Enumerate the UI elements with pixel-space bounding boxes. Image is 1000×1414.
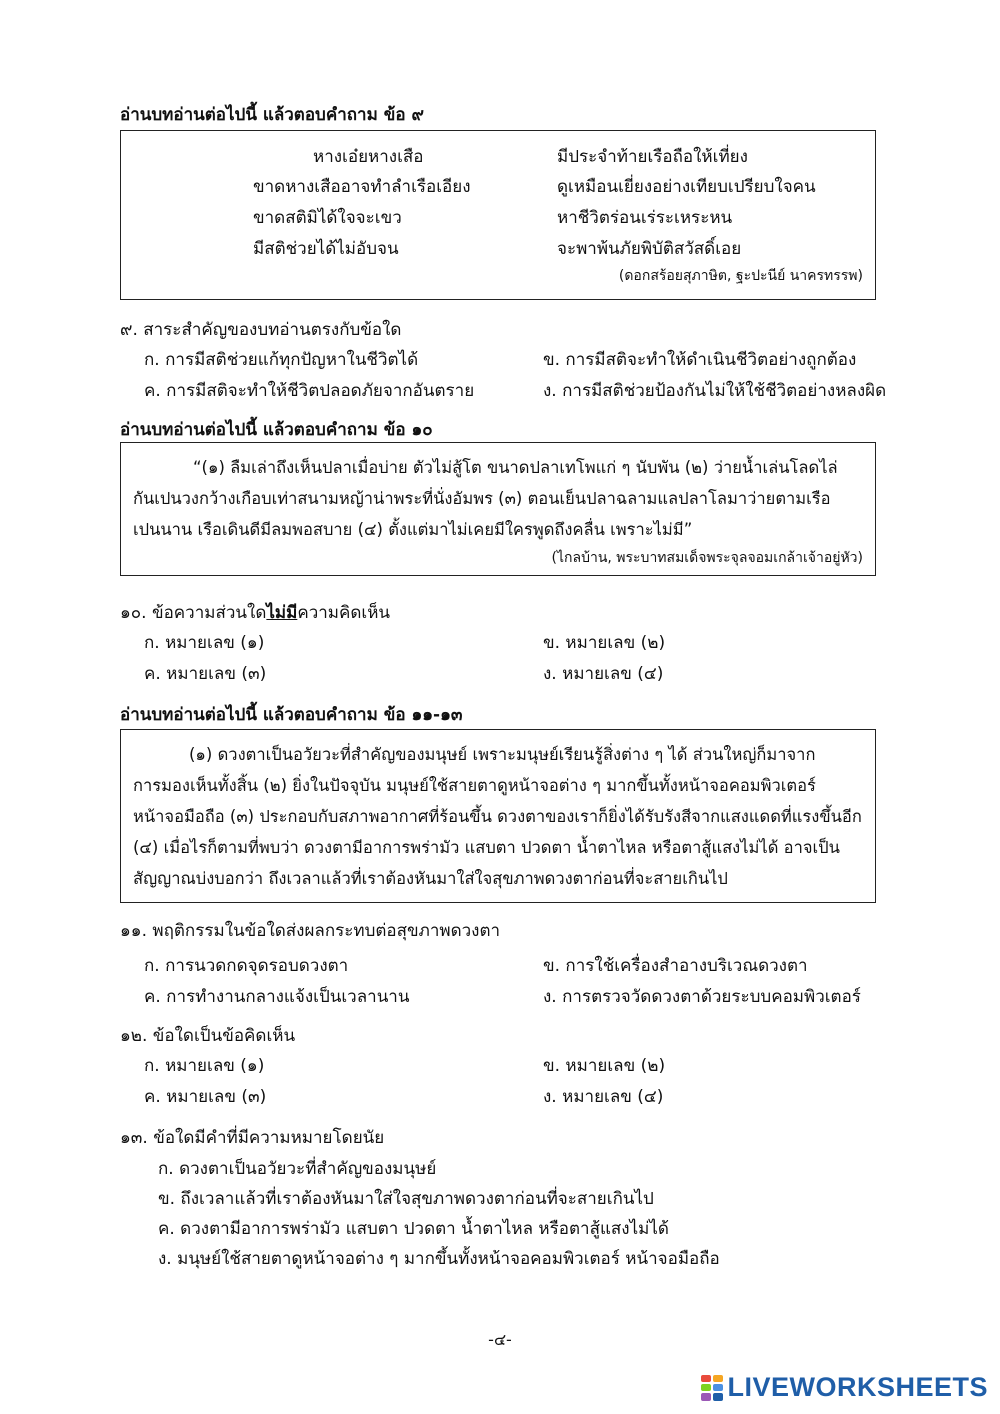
passage-3-line-5: สัญญาณบ่งบอกว่า ถึงเวลาแล้วที่เราต้องหันมาใส่ใจสุขภาพดวงตาก่อนที่จะสายเกินไป (133, 869, 728, 888)
passage-2-source: (ไกลบ้าน, พระบาทสมเด็จพระจุลจอมเกล้าเจ้าอยู่หัว) (551, 550, 863, 566)
question-10-emphasis: ไม่มี (266, 603, 298, 623)
poem-left-line-2: ขาดหางเสืออาจทำลำเรือเอียง (253, 177, 471, 197)
question-10 (120, 599, 390, 626)
poem-left-line-3: ขาดสติมิได้ใจจะเขว (253, 208, 402, 228)
question-13: ๑๓. ข้อใดมีคำที่มีความหมายโดยนัย (120, 1128, 385, 1148)
q13-option-c[interactable]: ค. ดวงตามีอาการพร่ามัว แสบตา ปวดตา น้ำตาไหล หรือตาสู้แสงไม่ได้ (158, 1219, 669, 1239)
passage-3-line-3: หน้าจอมือถือ (๓) ประกอบกับสภาพอากาศที่ร้อนขึ้น ดวงตาของเราก็ยิ่งได้รับรังสีจากแสงแดดที่แรงขึ้นอีก (133, 807, 862, 826)
q9-option-b[interactable]: ข. การมีสติจะทำให้ดำเนินชีวิตอย่างถูกต้อง (543, 350, 857, 370)
q13-option-a[interactable]: ก. ดวงตาเป็นอวัยวะที่สำคัญของมนุษย์ (158, 1159, 437, 1179)
q9-option-d[interactable]: ง. การมีสติช่วยป้องกันไม่ให้ใช้ชีวิตอย่างหลงผิด (543, 381, 887, 401)
q9-option-a[interactable]: ก. การมีสติช่วยแก้ทุกปัญหาในชีวิตได้ (144, 350, 419, 370)
section-heading-q9: อ่านบทอ่านต่อไปนี้ แล้วตอบคำถาม ข้อ ๙ (120, 105, 424, 125)
q10-option-c[interactable]: ค. หมายเลข (๓) (144, 664, 267, 684)
question-12: ๑๒. ข้อใดเป็นข้อคิดเห็น (120, 1026, 296, 1046)
poem-source: (ดอกสร้อยสุภาษิต, ฐะปะนีย์ นาครทรรพ) (618, 268, 863, 284)
liveworksheets-logo-icon (701, 1375, 723, 1401)
poem-left-line-1: หางเอ๋ยหางเสือ (313, 147, 424, 167)
q10-option-b[interactable]: ข. หมายเลข (๒) (543, 633, 666, 653)
page-number: -๔- (488, 1330, 512, 1349)
question-10-prefix: ๑๐. ข้อความส่วนใด (120, 603, 267, 623)
q12-option-d[interactable]: ง. หมายเลข (๔) (543, 1087, 664, 1107)
passage-3-line-2: การมองเห็นทั้งสิ้น (๒) ยิ่งในปัจจุบัน มนุษย์ใช้สายตาดูหน้าจอต่าง ๆ มากขึ้นทั้งหน้าจอคอมพิวเตอร์ (133, 776, 816, 795)
poem-right-line-1: มีประจำท้ายเรือถือให้เที่ยง (557, 147, 748, 167)
poem-right-line-2: ดูเหมือนเยี่ยงอย่างเทียบเปรียบใจคน (557, 177, 816, 197)
passage-2-line-3: เปนนาน เรือเดินดีมีลมพอสบาย (๔) ตั้งแต่มาไม่เคยมีใครพูดถึงคลื่น เพราะไม่มี” (133, 520, 693, 539)
liveworksheets-logo (701, 1372, 988, 1403)
q11-option-d[interactable]: ง. การตรวจวัดดวงตาด้วยระบบคอมพิวเตอร์ (543, 987, 861, 1007)
section-heading-q10: อ่านบทอ่านต่อไปนี้ แล้วตอบคำถาม ข้อ ๑๐ (120, 420, 433, 440)
passage-3-line-1: (๑) ดวงตาเป็นอวัยวะที่สำคัญของมนุษย์ เพราะมนุษย์เรียนรู้สิ่งต่าง ๆ ได้ ส่วนใหญ่ก็มาจาก (189, 745, 816, 764)
poem-right-line-4: จะพาพ้นภัยพิบัติสวัสดิ์เอย (557, 239, 742, 259)
q13-option-b[interactable]: ข. ถึงเวลาแล้วที่เราต้องหันมาใส่ใจสุขภาพดวงตาก่อนที่จะสายเกินไป (158, 1189, 654, 1209)
question-11: ๑๑. พฤติกรรมในข้อใดส่งผลกระทบต่อสุขภาพดวงตา (120, 921, 501, 941)
poem-box (120, 130, 876, 300)
passage-2-line-2: กันเปนวงกว้างเกือบเท่าสนามหญ้าน่าพระที่นั่งอัมพร (๓) ตอนเย็นปลาฉลามแลปลาโลมาว่ายตามเรือ (133, 489, 831, 508)
q12-option-b[interactable]: ข. หมายเลข (๒) (543, 1056, 666, 1076)
passage-3-line-4: (๔) เมื่อไรก็ตามที่พบว่า ดวงตามีอาการพร่ามัว แสบตา ปวดตา น้ำตาไหล หรือตาสู้แสงไม่ได้ อาจเป็น (133, 838, 840, 857)
question-9: ๙. สาระสำคัญของบทอ่านตรงกับข้อใด (120, 320, 402, 340)
q12-option-a[interactable]: ก. หมายเลข (๑) (144, 1056, 265, 1076)
q12-option-c[interactable]: ค. หมายเลข (๓) (144, 1087, 267, 1107)
q11-option-a[interactable]: ก. การนวดกดจุดรอบดวงตา (144, 956, 349, 976)
q11-option-c[interactable]: ค. การทำงานกลางแจ้งเป็นเวลานาน (144, 987, 410, 1007)
section-heading-q11-13: อ่านบทอ่านต่อไปนี้ แล้วตอบคำถาม ข้อ ๑๑-๑๓ (120, 705, 463, 725)
q9-option-c[interactable]: ค. การมีสติจะทำให้ชีวิตปลอดภัยจากอันตราย (144, 381, 475, 401)
liveworksheets-logo-text: LIVEWORKSHEETS (727, 1372, 988, 1402)
q13-option-d[interactable]: ง. มนุษย์ใช้สายตาดูหน้าจอต่าง ๆ มากขึ้นทั้งหน้าจอคอมพิวเตอร์ หน้าจอมือถือ (158, 1249, 720, 1269)
q11-option-b[interactable]: ข. การใช้เครื่องสำอางบริเวณดวงตา (543, 956, 808, 976)
passage-2-box (120, 442, 876, 576)
passage-3-box (120, 729, 876, 903)
poem-left-line-4: มีสติช่วยได้ไม่อับจน (253, 239, 399, 259)
passage-2-line-1: “(๑) ลืมเล่าถึงเห็นปลาเมื่อบ่าย ตัวไม่สู้โต ขนาดปลาเทโพแก่ ๆ นับพัน (๒) ว่ายน้ำเล่นโลดไล่ (193, 458, 838, 477)
question-10-suffix: ความคิดเห็น (297, 603, 391, 623)
q10-option-d[interactable]: ง. หมายเลข (๔) (543, 664, 664, 684)
poem-right-line-3: หาชีวิตร่อนเร่ระเหระหน (557, 208, 733, 228)
q10-option-a[interactable]: ก. หมายเลข (๑) (144, 633, 265, 653)
